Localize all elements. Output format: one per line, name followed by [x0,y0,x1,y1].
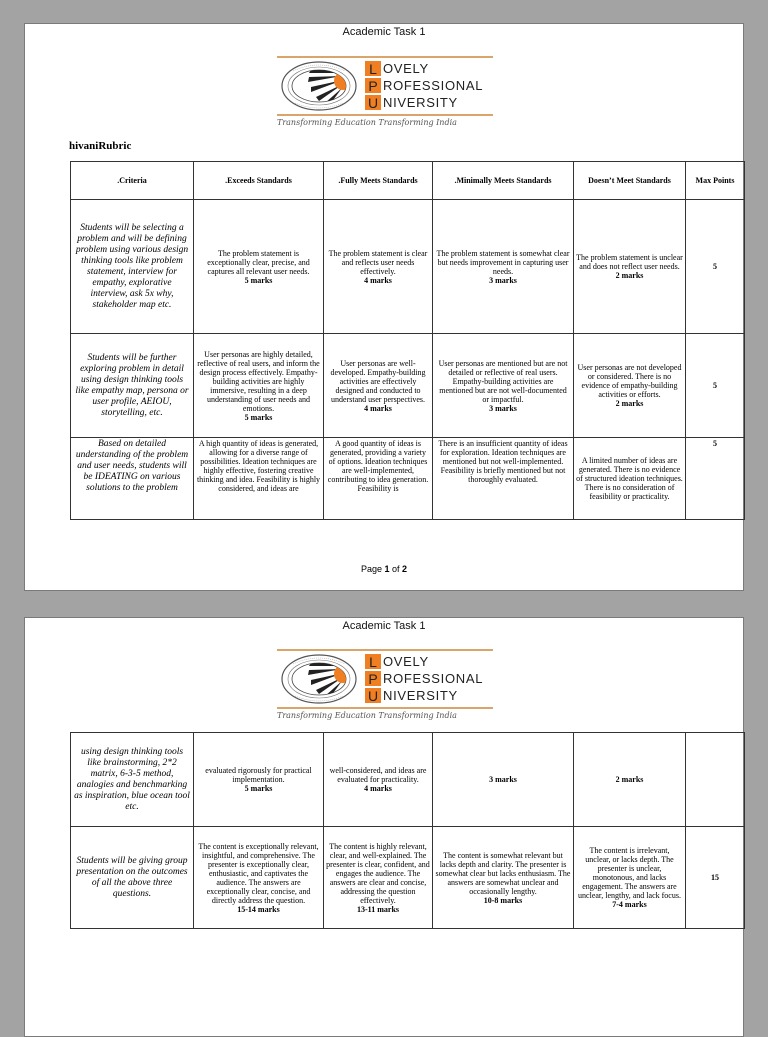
doesnt-cell [574,733,686,827]
marks-label: 10-8 marks [483,895,523,905]
minimally-cell [433,334,574,438]
cell-text: The problem statement is exceptionally clear, precise, and captures all relevant user needs. [207,248,310,276]
rubric-table-continued [70,732,745,929]
table-row [71,334,745,438]
logo-letter: P [365,78,381,93]
cell-text: The problem statement is somewhat clear but needs improvement in capturing user needs. [436,248,570,276]
logo-word: OVELY [383,654,429,669]
university-logo [277,54,497,140]
logo-row [365,94,497,111]
max-points-cell [686,200,745,334]
fully-cell [324,438,433,520]
fully-cell [324,334,433,438]
criteria-cell: Students will be giving group presentation on the outcomes of all the above three questions. [71,827,194,929]
max-points-value: 15 [711,873,719,882]
logo-rule [277,114,493,116]
max-points-cell [686,334,745,438]
header-cell: Doesn’t Meet Standards [574,162,686,200]
marks-label: 2 marks [615,399,644,408]
fully-cell [324,733,433,827]
cell-text: evaluated rigorously for practical implementation. [205,766,312,784]
logo-row [365,670,497,687]
marks-label: 5 marks [244,412,273,422]
page-heading: Academic Task 1 [342,620,426,632]
university-logo [277,647,497,733]
cell-text: A high quantity of ideas is generated, allowing for a diverse range of possibilities. Ideation techniques are highly effective, fostering creative thinking and idea. Feasibility is highly considered, and ideas are [196,439,321,493]
fully-cell [324,200,433,334]
footer-total-pages: 2 [402,564,408,574]
exceeds-cell [194,733,324,827]
max-points-cell [686,827,745,929]
marks-label: 13-11 marks [357,904,399,914]
cell-text: User personas are not developed or considered. There is no evidence of empathy-building activities or efforts. [577,363,682,399]
cell-text: The content is irrelevant, unclear, or lacks depth. The presenter is unclear, monotonous, and lacks engagement. The answers are unclear, lengthy, and lack focus. [578,846,681,900]
criteria-cell: using design thinking tools like brainstorming, 2*2 matrix, 6-3-5 method, analogies and benchmarking as inspiration, blue ocean tool etc. [71,733,194,827]
document-page-2 [24,617,744,1037]
max-points-cell [686,438,745,520]
logo-word: ROFESSIONAL [383,78,484,93]
exceeds-cell [194,827,324,929]
marks-label: 15-14 marks [237,904,280,914]
marks-label: 5 marks [244,784,273,793]
logo-rule [277,56,493,58]
document-page-1 [24,23,744,591]
logo-letter: P [365,671,381,686]
logo-rule [277,707,493,709]
logo-tagline: Transforming Education Transforming India [277,118,457,127]
fully-cell [324,827,433,929]
marks-label: 3 marks [489,775,517,784]
table-row [71,733,745,827]
header-row [71,162,745,200]
seal-icon [279,59,361,113]
cell-text: There is an insufficient quantity of ideas for exploration. Ideation techniques are mentioned but not well-implemented. Feasibility is briefly mentioned but not thoroughly evaluated. [438,439,568,484]
cell-text: A good quantity of ideas is generated, providing a variety of options. Ideation techniques are well-implemented, contributing to idea generation. Feasibility is [327,439,429,493]
header-cell: .Fully Meets Standards [324,162,433,200]
logo-word: NIVERSITY [383,95,458,110]
logo-word: NIVERSITY [383,688,458,703]
minimally-cell [433,827,574,929]
max-points-value: 5 [713,262,717,271]
exceeds-cell [194,200,324,334]
criteria-cell: Students will be selecting a problem and will be defining problem using various design thinking tools like problem statement, interview for empathy, explorative interview, ask 5x why, stakeholder map etc. [71,200,194,334]
doesnt-cell [574,438,686,520]
marks-label: 4 marks [364,403,392,413]
marks-label: 2 marks [615,271,644,280]
max-points-cell [686,733,745,827]
cell-text: User personas are highly detailed, reflective of real users, and inform the design process effectively. Empathy-building activities are highly immersive, resulting in a deep understanding of user needs and emotions. [197,349,320,413]
marks-label: 4 marks [364,784,392,793]
page-heading: Academic Task 1 [342,26,426,38]
logo-letter: U [365,95,381,110]
cell-text: The problem statement is unclear and does not reflect user needs. [576,253,683,271]
minimally-cell [433,438,574,520]
cell-text: well-considered, and ideas are evaluated for practicality. [329,766,427,784]
logo-row [365,653,497,670]
doesnt-cell [574,334,686,438]
exceeds-cell [194,438,324,520]
cell-text: User personas are mentioned but are not detailed or reflective of real users. Empathy-building activities are mentioned but are not well-documented or impactful. [438,358,568,404]
cell-text: A limited number of ideas are generated. There is no evidence of structured ideation techniques. There is no consideration of feasibility or practicality. [576,456,683,501]
page-footer [25,564,743,574]
logo-letter: U [365,688,381,703]
marks-label: 4 marks [364,275,392,285]
logo-word: ROFESSIONAL [383,671,484,686]
rubric-table [70,161,745,520]
footer-mid: of [389,564,403,574]
logo-row [365,687,497,704]
marks-label: 3 marks [489,275,517,285]
table-row [71,438,745,520]
header-cell: .Criteria [71,162,194,200]
cell-text: User personas are well-developed. Empathy-building activities are effectively designed and conducted to understand user perspectives. [330,358,426,404]
logo-wordmark [365,653,497,704]
table-row [71,827,745,929]
logo-row [365,77,497,94]
cell-text: The content is exceptionally relevant, insightful, and comprehensive. The presenter is exceptionally clear, enthusiastic, and captivates the audience. The answers are exceptionally clear, concise, and directly address the question. [198,841,319,905]
logo-rule [277,649,493,651]
cell-text: The content is highly relevant, clear, and well-explained. The presenter is clear, confident, and engages the audience. The answers are clear and concise, addressing the question effectively. [326,841,430,905]
cell-text: The content is somewhat relevant but lacks depth and clarity. The presenter is somewhat clear but lacks enthusiasm. The answers are somewhat unclear and occasionally lengthy. [435,850,571,896]
logo-wordmark [365,60,497,111]
seal-icon [279,652,361,706]
rubric-title: hivaniRubric [69,140,132,152]
max-points-value: 5 [713,381,717,390]
criteria-cell: Students will be further exploring problem in detail using design thinking tools like empathy map, persona or user profile, AEIOU, storytelling, etc. [71,334,194,438]
header-cell: .Minimally Meets Standards [433,162,574,200]
cell-text: The problem statement is clear and reflects user needs effectively. [328,248,428,276]
table-row [71,200,745,334]
header-cell: Max Points [686,162,745,200]
doesnt-cell [574,827,686,929]
logo-word: OVELY [383,61,429,76]
logo-letter: L [365,654,381,669]
logo-letter: L [365,61,381,76]
footer-prefix: Page [360,564,385,574]
logo-tagline: Transforming Education Transforming India [277,711,457,720]
exceeds-cell [194,334,324,438]
marks-label: 2 marks [615,775,644,784]
marks-label: 3 marks [489,403,517,413]
footer-current-page: 1 [384,564,390,574]
criteria-cell: Based on detailed understanding of the problem and user needs, students will be IDEATING on various solutions to the problem [71,438,194,520]
max-points-value: 5 [713,439,717,448]
marks-label: 7-4 marks [612,900,647,909]
logo-row [365,60,497,77]
marks-label: 5 marks [244,275,273,285]
minimally-cell [433,200,574,334]
doesnt-cell [574,200,686,334]
header-cell: .Exceeds Standards [194,162,324,200]
minimally-cell [433,733,574,827]
